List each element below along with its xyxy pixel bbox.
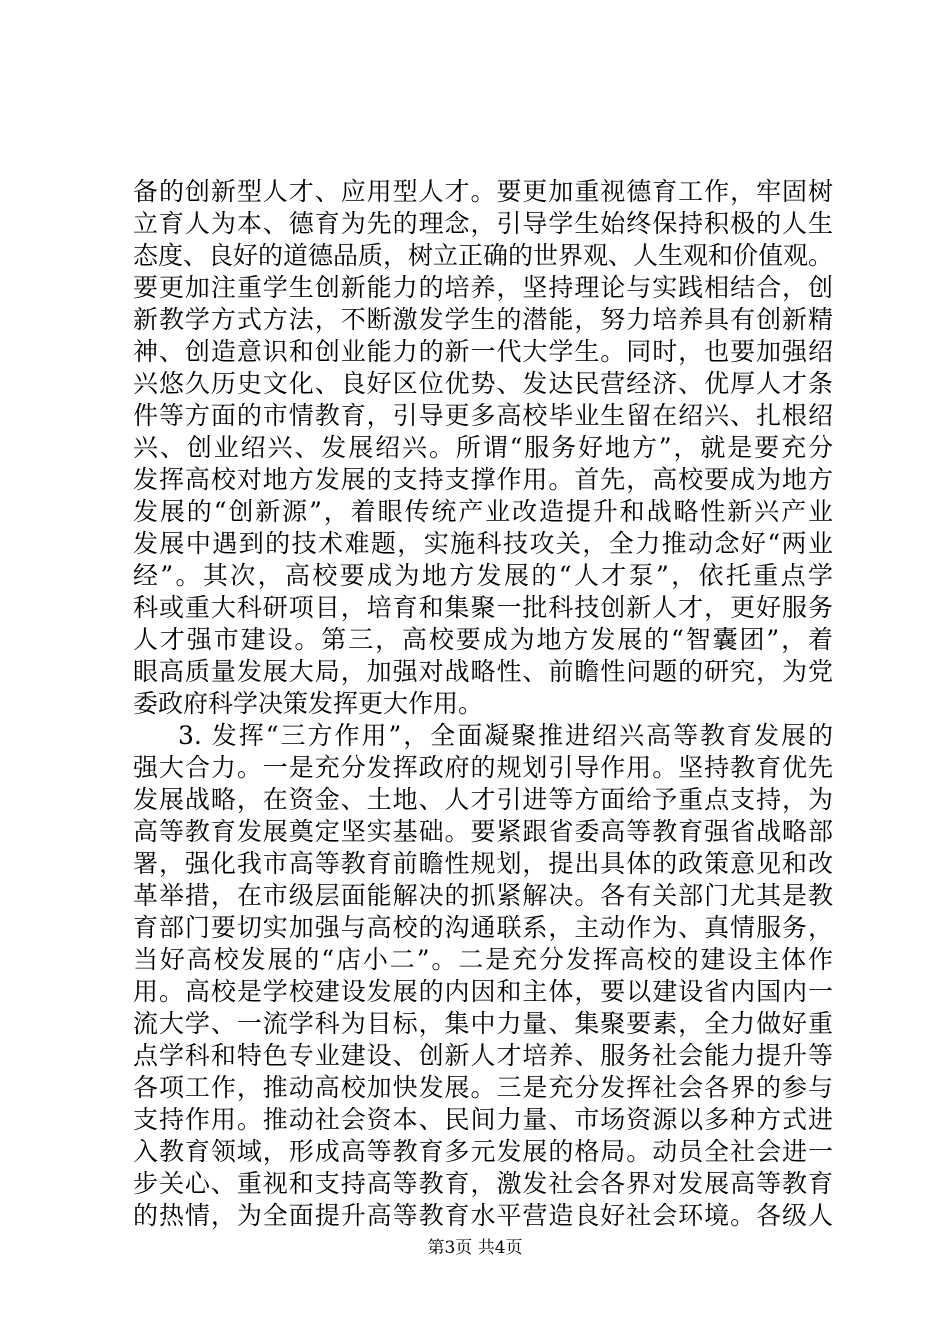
text-line: 育部门要切实加强与高校的沟通联系，主动作为、真情服务，	[133, 913, 833, 942]
text-line: 经”。其次，高校要成为地方发展的“人才泵”，依托重点学	[133, 561, 833, 590]
text-line: 态度、良好的道德品质，树立正确的世界观、人生观和价值观。	[133, 241, 834, 270]
text-line: 科或重大科研项目，培育和集聚一批科技创新人才，更好服务	[133, 593, 833, 622]
text-line: 支持作用。推动社会资本、民间力量、市场资源以多种方式进	[133, 1105, 833, 1134]
text-line: 革举措，在市级层面能解决的抓紧解决。各有关部门尤其是教	[133, 881, 833, 910]
text-line: 入教育领域，形成高等教育多元发展的格局。动员全社会进一	[133, 1137, 833, 1166]
text-line: 3. 发挥“三方作用”，全面凝聚推进绍兴高等教育发展的	[178, 721, 833, 750]
text-line: 眼高质量发展大局，加强对战略性、前瞻性问题的研究，为党	[133, 657, 833, 686]
text-line: 高等教育发展奠定坚实基础。要紧跟省委高等教育强省战略部	[133, 817, 833, 846]
text-line: 步关心、重视和支持高等教育，激发社会各界对发展高等教育	[133, 1169, 833, 1198]
text-line: 件等方面的市情教育，引导更多高校毕业生留在绍兴、扎根绍	[133, 401, 833, 430]
text-line: 神、创造意识和创业能力的新一代大学生。同时，也要加强绍	[133, 337, 833, 366]
text-line: 的热情，为全面提升高等教育水平营造良好社会环境。各级人	[133, 1201, 833, 1230]
text-line: 流大学、一流学科为目标，集中力量、集聚要素，全力做好重	[133, 1009, 833, 1038]
text-line: 点学科和特色专业建设、创新人才培养、服务社会能力提升等	[133, 1041, 833, 1070]
text-line: 要更加注重学生创新能力的培养，坚持理论与实践相结合，创	[133, 273, 833, 302]
text-line: 发挥高校对地方发展的支持支撑作用。首先，高校要成为地方	[133, 465, 833, 494]
text-line: 新教学方式方法，不断激发学生的潜能，努力培养具有创新精	[133, 305, 833, 334]
text-line: 发展战略，在资金、土地、人才引进等方面给予重点支持，为	[133, 785, 833, 814]
text-line: 兴、创业绍兴、发展绍兴。所谓“服务好地方”，就是要充分	[133, 433, 833, 462]
text-line: 立育人为本、德育为先的理念，引导学生始终保持积极的人生	[133, 209, 833, 238]
text-line: 强大合力。一是充分发挥政府的规划引导作用。坚持教育优先	[133, 753, 833, 782]
text-line: 当好高校发展的“店小二”。二是充分发挥高校的建设主体作	[133, 945, 833, 974]
text-line: 署，强化我市高等教育前瞻性规划，提出具体的政策意见和改	[133, 849, 833, 878]
text-line: 各项工作，推动高校加快发展。三是充分发挥社会各界的参与	[133, 1073, 833, 1102]
text-line: 备的创新型人才、应用型人才。要更加重视德育工作，牢固树	[133, 177, 833, 206]
text-line: 发展中遇到的技术难题，实施科技攻关，全力推动念好“两业	[133, 529, 833, 558]
text-line: 人才强市建设。第三，高校要成为地方发展的“智囊团”，着	[133, 625, 833, 654]
text-line: 发展的“创新源”，着眼传统产业改造提升和战略性新兴产业	[133, 497, 833, 526]
text-line: 用。高校是学校建设发展的内因和主体，要以建设省内国内一	[133, 977, 833, 1006]
page-number-footer: 第3页 共4页	[427, 1238, 523, 1258]
text-line: 委政府科学决策发挥更大作用。	[133, 689, 484, 718]
text-line: 兴悠久历史文化、良好区位优势、发达民营经济、优厚人才条	[133, 369, 833, 398]
